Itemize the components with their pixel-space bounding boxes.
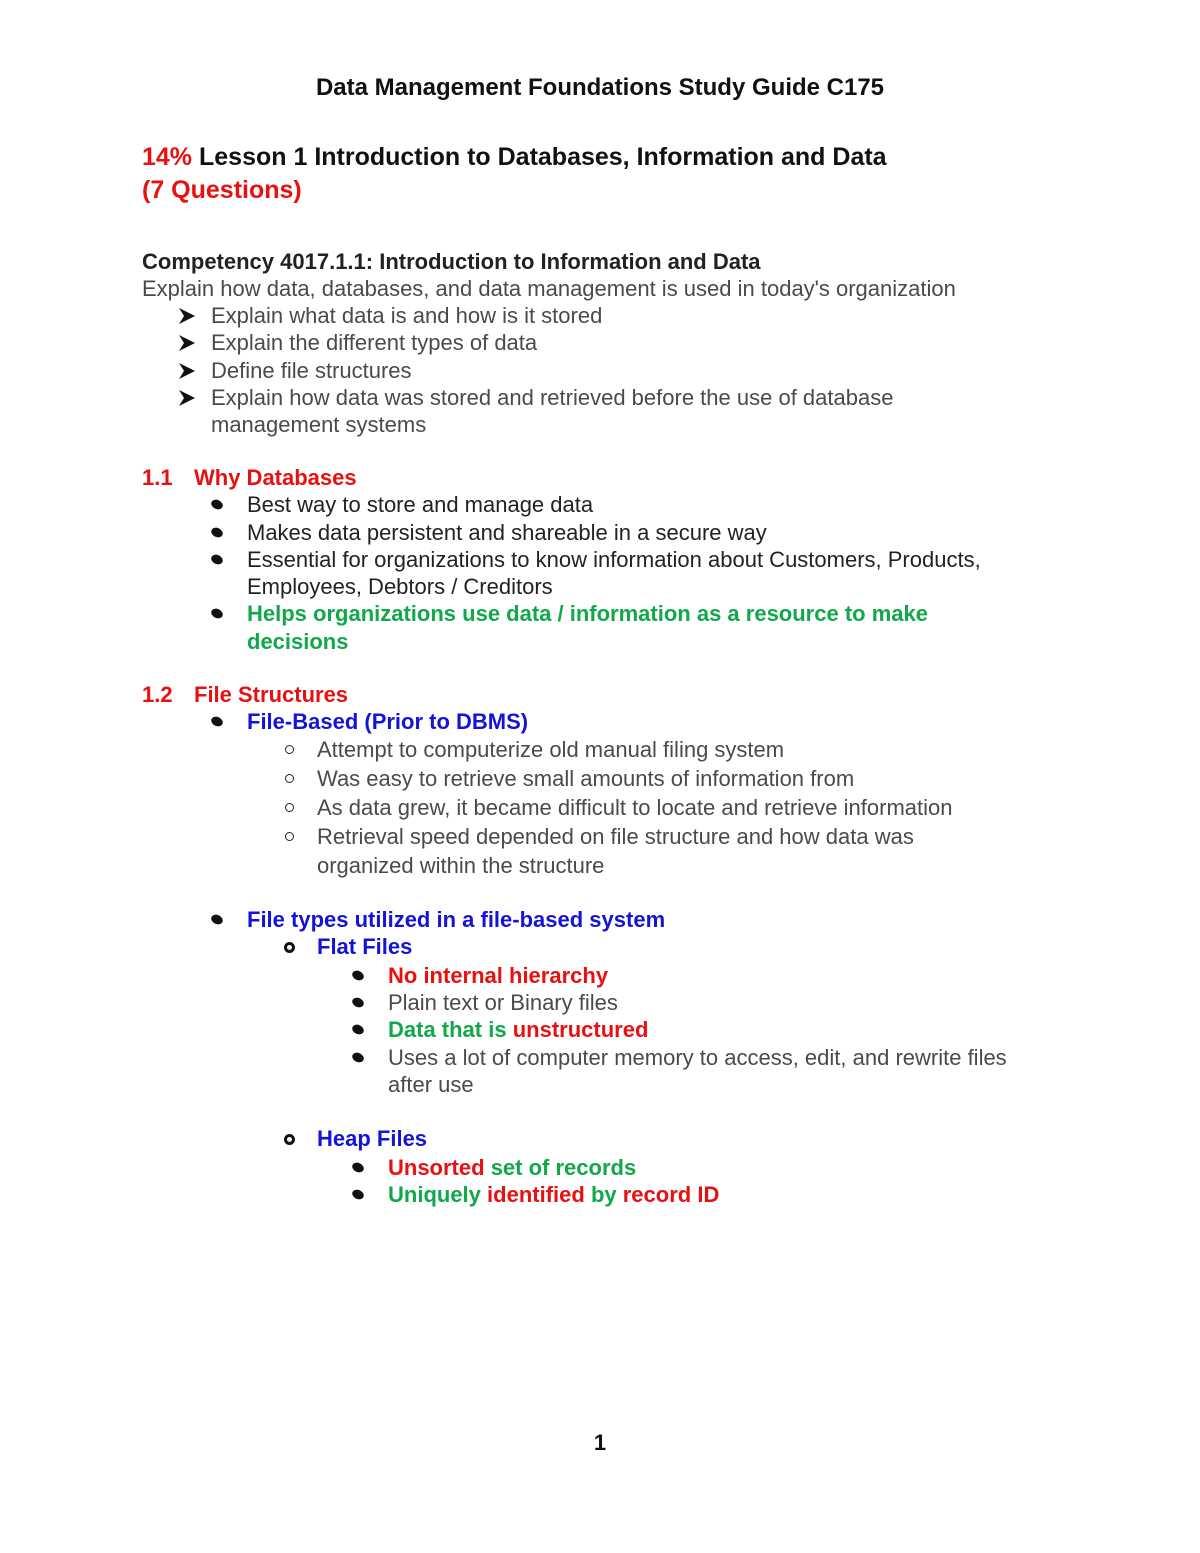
arrow-bullet-icon — [177, 333, 199, 353]
circle-bullet-icon — [284, 942, 295, 953]
list-item: As data grew, it became difficult to locate and retrieve information — [317, 795, 953, 820]
list-item-highlight — [388, 1154, 636, 1182]
heap-files-label: Heap Files — [317, 1126, 428, 1151]
list-item: Retrieval speed depended on file structure and how data was — [317, 824, 914, 849]
file-types-label: File types utilized in a file-based system — [247, 907, 666, 932]
circle-bullet-icon — [285, 745, 294, 754]
text-red: unstructured — [512, 1017, 649, 1042]
bullet-icon — [210, 553, 225, 566]
text-green: Uniquely — [388, 1182, 481, 1207]
competency-description: Explain how data, databases, and data management is used in today's organization — [142, 276, 956, 301]
list-item: Uses a lot of computer memory to access, edit, and rewrite files — [388, 1045, 1007, 1070]
text-red: record ID — [622, 1182, 720, 1207]
arrow-bullet-icon — [177, 388, 199, 408]
bullet-icon — [351, 1188, 366, 1201]
file-based-label: File-Based (Prior to DBMS) — [247, 709, 529, 734]
list-item: Makes data persistent and shareable in a secure way — [247, 520, 767, 545]
arrow-bullet-icon — [177, 361, 199, 381]
objective-item: Explain what data is and how is it stored — [211, 303, 603, 328]
objective-item-continued: management systems — [211, 412, 427, 437]
bullet-icon — [210, 498, 225, 511]
list-item: Attempt to computerize old manual filing system — [317, 737, 785, 762]
document-title: Data Management Foundations Study Guide C175 — [315, 74, 885, 101]
bullet-icon — [210, 526, 225, 539]
list-item: Essential for organizations to know information about Customers, Products, — [247, 547, 981, 572]
list-item-continued: after use — [388, 1072, 474, 1097]
lesson-percent: 14% — [142, 143, 193, 171]
list-item-continued: Employees, Debtors / Creditors — [247, 574, 553, 599]
bullet-icon — [351, 996, 366, 1009]
section-1-1-title: Why Databases — [194, 465, 357, 490]
list-item-highlight: Helps organizations use data / information as a resource to make — [247, 601, 928, 626]
list-item: Plain text or Binary files — [388, 990, 618, 1015]
flat-files-label: Flat Files — [317, 934, 413, 959]
bullet-icon — [210, 715, 225, 728]
circle-bullet-icon — [285, 774, 294, 783]
circle-bullet-icon — [285, 832, 294, 841]
list-item-highlight — [388, 1016, 648, 1044]
arrow-bullet-icon — [177, 306, 199, 326]
list-item-highlight: No internal hierarchy — [388, 963, 609, 988]
competency-heading: Competency 4017.1.1: Introduction to Information and Data — [142, 249, 761, 274]
section-1-2-title: File Structures — [194, 682, 349, 707]
text-green: set of records — [490, 1155, 637, 1180]
bullet-icon — [210, 913, 225, 926]
section-1-2-number: 1.2 — [142, 682, 173, 707]
list-item-highlight — [388, 1181, 719, 1209]
list-item-highlight-continued: decisions — [247, 629, 349, 654]
lesson-questions: (7 Questions) — [142, 176, 302, 204]
circle-bullet-icon — [284, 1134, 295, 1145]
text-red: identified — [487, 1182, 585, 1207]
bullet-icon — [351, 1023, 366, 1036]
text-green: by — [590, 1182, 617, 1207]
section-1-1-number: 1.1 — [142, 465, 173, 490]
lesson-heading — [142, 141, 887, 173]
list-item: Was easy to retrieve small amounts of information from — [317, 766, 855, 791]
list-item: Best way to store and manage data — [247, 492, 594, 517]
lesson-title: Lesson 1 Introduction to Databases, Information and Data — [199, 143, 887, 171]
bullet-icon — [351, 1051, 366, 1064]
objective-item: Explain the different types of data — [211, 330, 538, 355]
objective-item: Define file structures — [211, 358, 412, 383]
bullet-icon — [351, 969, 366, 982]
list-item-continued: organized within the structure — [317, 853, 605, 878]
objective-item: Explain how data was stored and retrieved before the use of database — [211, 385, 894, 410]
text-green: Data that is — [388, 1017, 507, 1042]
circle-bullet-icon — [285, 803, 294, 812]
text-red: Unsorted — [388, 1155, 485, 1180]
page-number: 1 — [593, 1430, 607, 1455]
bullet-icon — [210, 607, 225, 620]
bullet-icon — [351, 1161, 366, 1174]
